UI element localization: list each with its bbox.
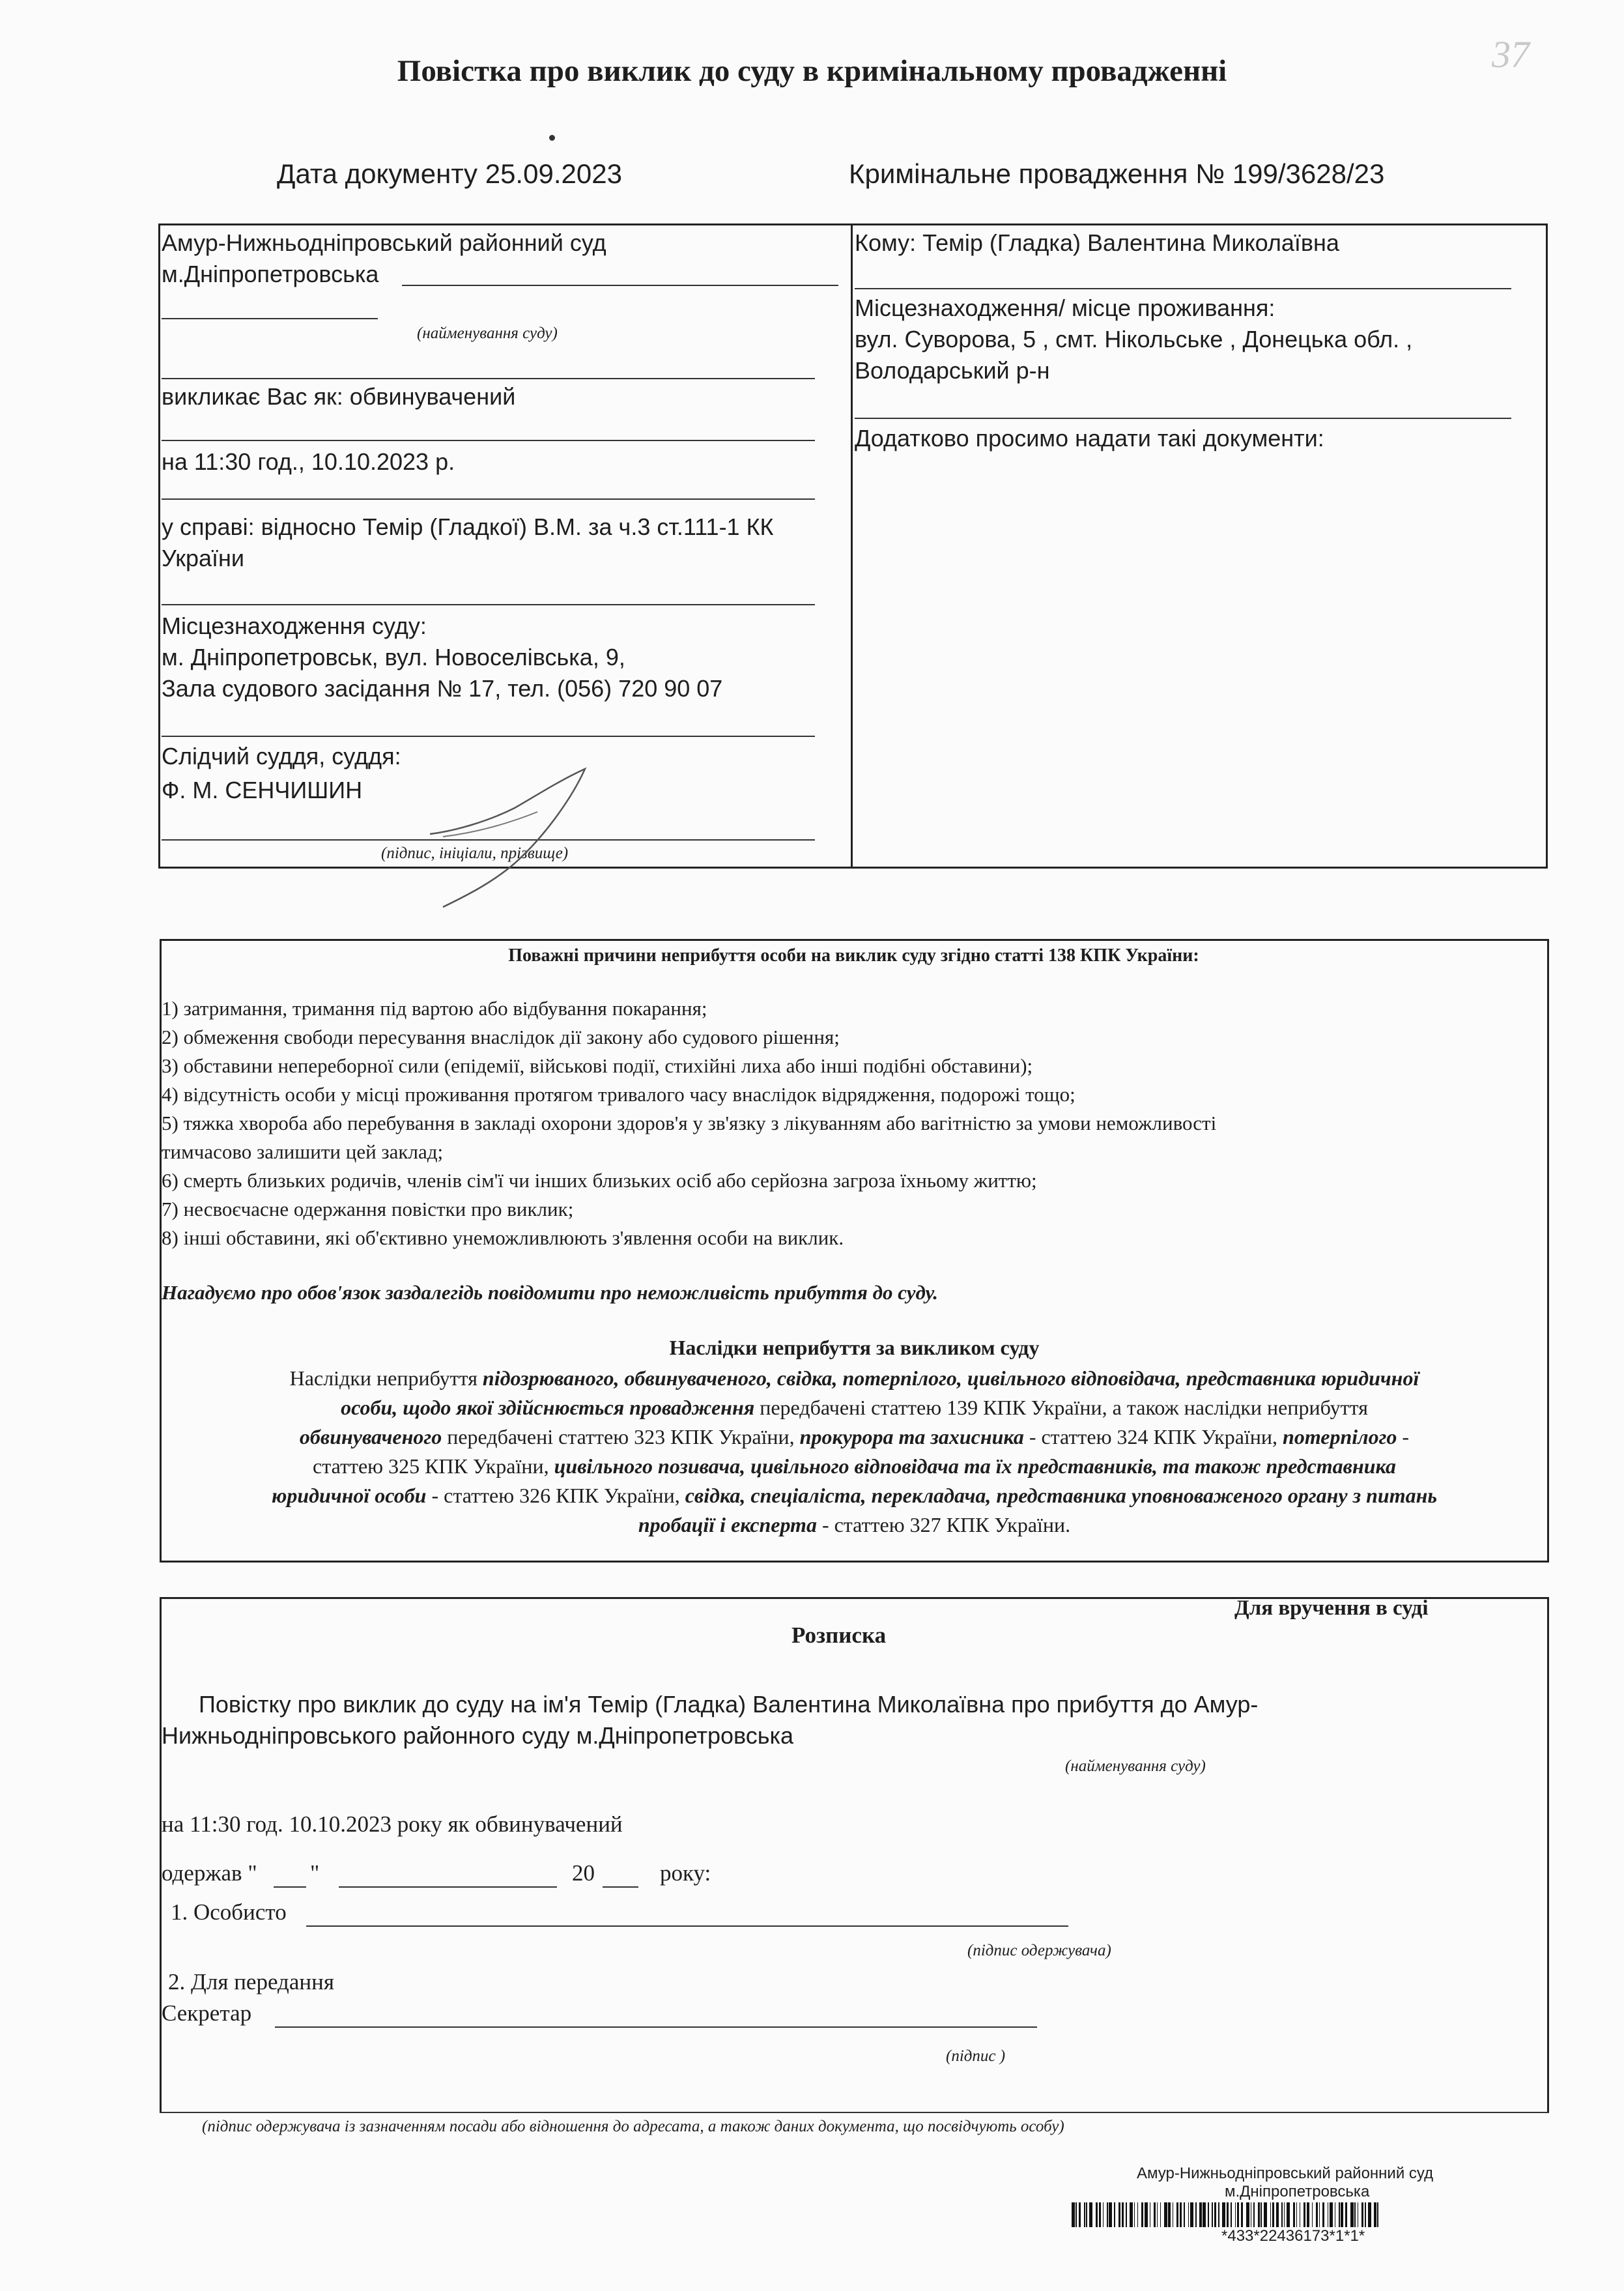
barcode — [1072, 2202, 1547, 2227]
barcode-bar — [1246, 2202, 1249, 2227]
barcode-bar — [1180, 2202, 1182, 2227]
barcode-bar — [1264, 2202, 1267, 2227]
barcode-bar — [1227, 2202, 1229, 2227]
court-underline — [402, 285, 838, 286]
barcode-bar — [1089, 2202, 1092, 2227]
recipient-underline — [855, 288, 1511, 289]
document-title: Повістка про виклик до суду в кримінальному провадженні — [397, 54, 1227, 88]
barcode-bar — [1145, 2202, 1148, 2227]
residence-line1: вул. Суворова, 5 , смт. Нікольське , Донецька обл. , — [855, 326, 1413, 353]
barcode-bar — [1137, 2202, 1139, 2227]
barcode-bar — [1231, 2202, 1232, 2227]
barcode-bar — [1208, 2202, 1209, 2227]
receipt-footer-caption: (підпис одержувача із зазначенням посади або відношення до адресата, а також даних документа, що посвідчують особу) — [202, 2118, 1064, 2135]
recipient-signature-caption: (підпис одержувача) — [967, 1942, 1111, 1959]
separator-line — [162, 736, 815, 737]
documents-request-label: Додатково просимо надати такі документи: — [855, 425, 1324, 452]
receipt-time-line: на 11:30 год. 10.10.2023 року як обвинувачений — [162, 1811, 623, 1837]
barcode-bar — [1284, 2202, 1285, 2227]
separator-line — [162, 440, 815, 441]
barcode-bar — [1319, 2202, 1320, 2227]
barcode-bar — [1173, 2202, 1174, 2227]
barcode-bar — [1251, 2202, 1252, 2227]
barcode-bar — [1218, 2202, 1219, 2227]
barcode-bar — [1281, 2202, 1283, 2227]
barcode-bar — [1365, 2202, 1366, 2227]
hearing-time: на 11:30 год., 10.10.2023 р. — [162, 448, 455, 475]
barcode-bar — [1293, 2202, 1295, 2227]
received-quote: " — [310, 1860, 320, 1886]
secretary-signature-line[interactable] — [275, 2026, 1037, 2028]
barcode-bar — [1330, 2202, 1333, 2227]
barcode-bar — [1190, 2202, 1193, 2227]
separator-line — [162, 498, 815, 500]
barcode-bar — [1176, 2202, 1178, 2227]
receipt-bottom-line — [160, 2112, 1549, 2113]
barcode-bar — [1184, 2202, 1185, 2227]
barcode-bar — [1345, 2202, 1347, 2227]
barcode-bar — [1270, 2202, 1272, 2227]
recipient-name: Кому: Темір (Гладка) Валентина Миколаївна — [855, 229, 1339, 256]
barcode-bar — [1300, 2202, 1301, 2227]
barcode-bar — [1195, 2202, 1197, 2227]
barcode-bar — [1377, 2202, 1378, 2227]
reason-item: 1) затримання, тримання під вартою або відбування покарання; — [162, 997, 707, 1020]
consequences-heading: Наслідки неприбуття за викликом суду — [669, 1336, 1040, 1359]
barcode-bar — [1361, 2202, 1363, 2227]
received-suffix: року: — [660, 1860, 711, 1886]
barcode-bar — [1107, 2202, 1108, 2227]
reason-item: 8) інші обставини, які об'єктивно унеможливлюють з'явлення особи на виклик. — [162, 1226, 844, 1249]
residence-underline — [855, 418, 1511, 419]
receipt-text-line1: Повістку про виклик до суду на ім'я Темір (Гладка) Валентина Миколаївна про прибуття до Амур- — [199, 1691, 1259, 1718]
case-description-line1: у справі: відносно Темір (Гладкої) В.М. за ч.3 ст.111-1 КК — [162, 513, 774, 540]
summons-role: викликає Вас як: обвинувачений — [162, 383, 516, 410]
stamp-city: м.Дніпропетровська — [1225, 2183, 1370, 2200]
barcode-bar — [1374, 2202, 1376, 2227]
barcode-bar — [1312, 2202, 1313, 2227]
court-location-label: Місцезнаходження суду: — [162, 612, 427, 639]
barcode-bar — [1354, 2202, 1356, 2227]
barcode-bar — [1141, 2202, 1143, 2227]
barcode-bar — [1303, 2202, 1305, 2227]
received-prefix: одержав " — [162, 1860, 257, 1886]
column-divider — [851, 223, 853, 869]
court-location-line1: м. Дніпропетровськ, вул. Новоселівська, 9, — [162, 644, 625, 670]
secretary-label: Секретар — [162, 2000, 252, 2026]
barcode-bar — [1358, 2202, 1359, 2227]
barcode-bar — [1126, 2202, 1127, 2227]
barcode-bar — [1322, 2202, 1324, 2227]
handwritten-page-number: 37 — [1492, 33, 1530, 76]
barcode-bar — [1203, 2202, 1206, 2227]
court-location-line2: Зала судового засідання № 17, тел. (056) 720 90 07 — [162, 675, 723, 702]
barcode-bar — [1072, 2202, 1075, 2227]
barcode-bar — [1122, 2202, 1124, 2227]
month-blank[interactable] — [339, 1886, 557, 1888]
reason-item: 7) несвоєчасне одержання повістки про виклик; — [162, 1198, 574, 1220]
reason-item: 5) тяжка хвороба або перебування в закладі охорони здоров'я у зв'язку з лікуванням або вагітністю за умови неможливості — [162, 1112, 1217, 1134]
barcode-bar — [1130, 2202, 1133, 2227]
scan-dot — [549, 135, 555, 141]
barcode-bar — [1160, 2202, 1161, 2227]
for-court-label: Для вручення в суді — [1234, 1596, 1429, 1620]
barcode-bar — [1118, 2202, 1120, 2227]
barcode-bar — [1287, 2202, 1290, 2227]
reason-item: 6) смерть близьких родичів, членів сім'ї чи інших близьких осіб або серйозна загроза їхньому життю; — [162, 1169, 1037, 1192]
reason-item: 4) відсутність особи у місці проживання протягом тривалого часу внаслідок відрядження, подорожі тощо; — [162, 1083, 1076, 1106]
barcode-bar — [1076, 2202, 1077, 2227]
barcode-bar — [1154, 2202, 1156, 2227]
barcode-bar — [1339, 2202, 1340, 2227]
signature-caption: (підпис, ініціали, прізвище) — [381, 844, 569, 862]
barcode-bar — [1164, 2202, 1167, 2227]
separator-line — [162, 378, 815, 379]
barcode-bar — [1157, 2202, 1158, 2227]
barcode-bar — [1222, 2202, 1225, 2227]
barcode-bar — [1253, 2202, 1255, 2227]
residence-label: Місцезнаходження/ місце проживання: — [855, 295, 1275, 321]
court-caption: (найменування суду) — [417, 324, 558, 342]
case-number: Кримінальне провадження № 199/3628/23 — [849, 158, 1385, 189]
court-underline-2 — [162, 318, 378, 319]
receipt-court-caption: (найменування суду) — [1065, 1757, 1206, 1775]
barcode-bar — [1241, 2202, 1243, 2227]
handwritten-signature — [417, 756, 612, 912]
barcode-bar — [1258, 2202, 1260, 2227]
separator-line — [162, 604, 815, 605]
reason-item: 2) обмеження свободи пересування внаслідок дії закону або судового рішення; — [162, 1026, 840, 1048]
barcode-bar — [1307, 2202, 1310, 2227]
barcode-bar — [1214, 2202, 1216, 2227]
barcode-bar — [1350, 2202, 1354, 2227]
stamp-court-name: Амур-Нижньодніпровський районний суд — [1137, 2165, 1434, 2182]
received-year: 20 — [572, 1860, 595, 1886]
personally-label: 1. Особисто — [171, 1899, 287, 1925]
court-name-line1: Амур-Нижньодніпровський районний суд — [162, 229, 606, 256]
receipt-text-line2: Нижньодніпровського районного суду м.Дніпропетровська — [162, 1722, 794, 1749]
barcode-bar — [1114, 2202, 1115, 2227]
year-blank[interactable] — [603, 1886, 638, 1888]
summons-box — [158, 223, 1548, 869]
transfer-label: 2. Для передання — [168, 1969, 334, 1995]
barcode-bar — [1168, 2202, 1170, 2227]
barcode-bar — [1235, 2202, 1236, 2227]
reason-item: 3) обставини непереборної сили (епідемії, військові події, стихійні лиха або інші подібні обставини); — [162, 1054, 1033, 1077]
barcode-bar — [1199, 2202, 1201, 2227]
barcode-bar — [1099, 2202, 1101, 2227]
case-description-line2: України — [162, 545, 245, 571]
barcode-bar — [1272, 2202, 1274, 2227]
barcode-bar — [1150, 2202, 1151, 2227]
document-date: Дата документу 25.09.2023 — [277, 158, 622, 189]
barcode-bar — [1237, 2202, 1239, 2227]
receipt-heading: Розписка — [791, 1622, 887, 1648]
barcode-bar — [1341, 2202, 1343, 2227]
day-blank[interactable] — [274, 1886, 306, 1888]
barcode-bar — [1328, 2202, 1329, 2227]
barcode-bar — [1335, 2202, 1336, 2227]
barcode-bar — [1212, 2202, 1213, 2227]
judge-name: Ф. М. СЕНЧИШИН — [162, 777, 363, 803]
court-name-line2: м.Дніпропетровська — [162, 261, 379, 287]
personally-signature-line[interactable] — [306, 1925, 1068, 1927]
barcode-bar — [1134, 2202, 1135, 2227]
barcode-bar — [1316, 2202, 1318, 2227]
barcode-bar — [1086, 2202, 1087, 2227]
residence-line2: Володарський р-н — [855, 357, 1050, 384]
reason-item: тимчасово залишити цей заклад; — [162, 1140, 444, 1163]
judge-label: Слідчий суддя, суддя: — [162, 743, 401, 770]
barcode-bar — [1109, 2202, 1112, 2227]
barcode-bar — [1188, 2202, 1190, 2227]
consequences-text: Наслідки неприбуття підозрюваного, обвинуваченого, свідка, потерпілого, цивільного відповідача, представника юридичної особи, щодо якої здійснюється провадження передбачені статтею 139 КПК України, а також наслідки неприбуття обвинуваченого передбачені статтею 323 КПК України, прокурора та захисника - статтею 324 КПК України, потерпілого - статтею 325 КПК України, цивільного позивача, цивільного відповідача та їх представників, та також представника юридичної особи - статтею 326 КПК України, свідка, спеціаліста, перекладача, представника уповноваженого органу з питань пробації і експерта - статтею 327 КПК України. — [272, 1366, 1437, 1536]
barcode-bar — [1296, 2202, 1298, 2227]
barcode-bar — [1276, 2202, 1278, 2227]
barcode-bar — [1103, 2202, 1104, 2227]
barcode-number: *433*22436173*1*1* — [1221, 2227, 1365, 2245]
barcode-bar — [1084, 2202, 1085, 2227]
reminder-note: Нагадуємо про обов'язок заздалегідь повідомити про неможливість прибуття до суду. — [162, 1281, 939, 1304]
barcode-bar — [1096, 2202, 1098, 2227]
barcode-bar — [1261, 2202, 1262, 2227]
receipt-box — [160, 1597, 1549, 2112]
secretary-signature-caption: (підпис ) — [946, 2047, 1006, 2065]
reasons-heading: Поважні причини неприбуття особи на виклик суду згідно статті 138 КПК України: — [508, 945, 1199, 966]
barcode-bar — [1079, 2202, 1081, 2227]
barcode-bar — [1368, 2202, 1371, 2227]
